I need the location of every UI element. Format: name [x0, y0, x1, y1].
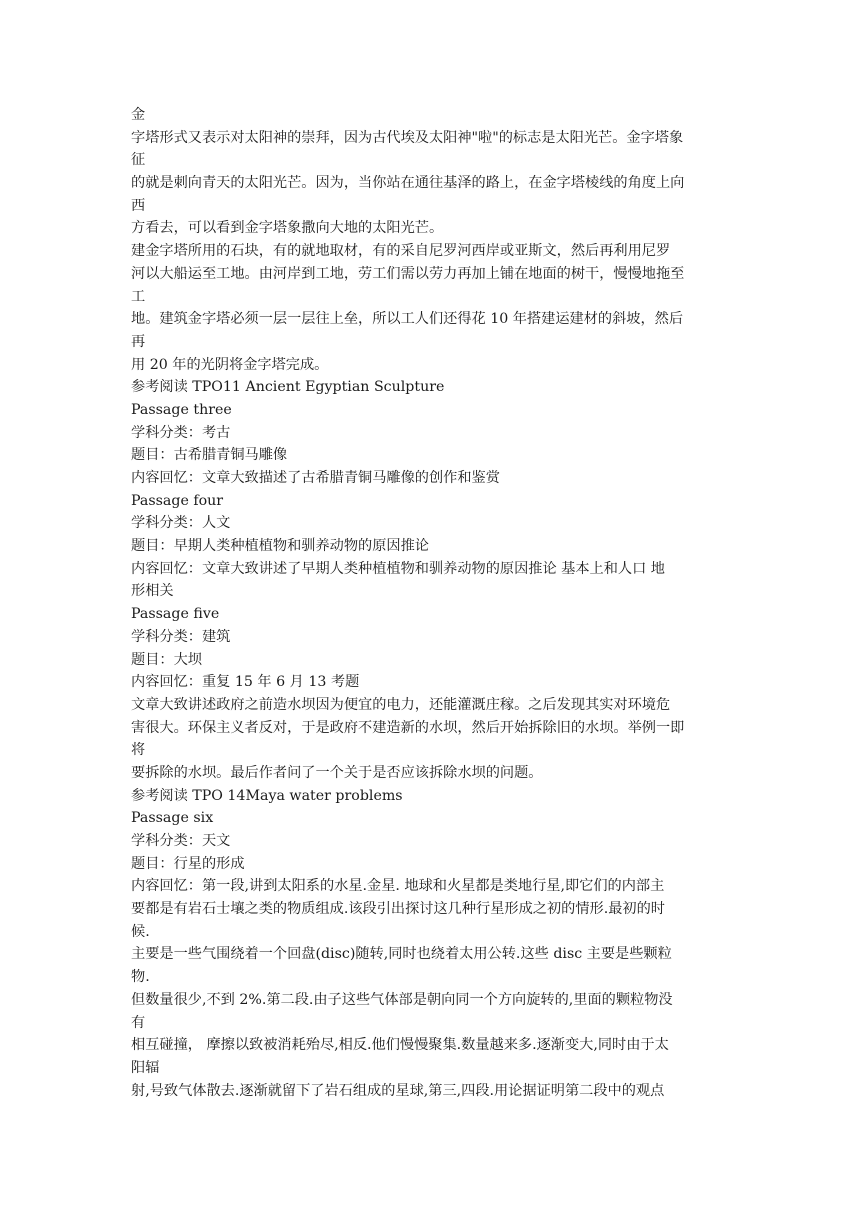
text-line: 工: [131, 288, 146, 305]
text-line: 用 20 年的光阴将金字塔完成。: [131, 356, 329, 373]
text-line: 地。建筑金字塔必须一层一层往上垒，所以工人们还得花 10 年搭建运建材的斜坡，然后: [131, 311, 684, 328]
topic-line: 题目：古希腊青铜马雕像: [131, 447, 288, 464]
passage-heading: Passage five: [131, 606, 220, 623]
text-line: 有: [131, 1014, 146, 1031]
subject-line: 学科分类：建筑: [131, 628, 231, 645]
text-line: 文章大致讲述政府之前造水坝因为便宜的电力，还能灌溉庄稼。之后发现其实对环境危: [131, 696, 671, 713]
reference-line: 参考阅读 TPO 14Maya water problems: [131, 787, 403, 804]
topic-line: 题目：大坝: [131, 651, 202, 668]
subject-line: 学科分类：考古: [131, 424, 231, 441]
text-line: 射,号致气体散去.逐渐就留下了岩石组成的星球,第三,四段.用论据证明第二段中的观点: [131, 1082, 665, 1099]
text-line: 字塔形式又表示对太阳神的崇拜，因为古代埃及太阳神"啦"的标志是太阳光芒。金字塔象: [131, 129, 684, 146]
text-line: 金: [131, 107, 146, 123]
text-line: 西: [131, 197, 146, 214]
text-line: 阳辐: [131, 1059, 160, 1076]
text-line: 物.: [131, 969, 150, 986]
topic-line: 题目：行星的形成: [131, 855, 245, 872]
text-line: 河以大船运至工地。由河岸到工地，劳工们需以劳力再加上铺在地面的树干，慢慢地拖至: [131, 265, 685, 282]
text-line: 但数量很少,不到 2%.第二段.由子这些气体部是朝向同一个方向旋转的,里面的颗粒物没: [131, 991, 673, 1008]
recall-line: 内容回忆：文章大致描述了古希腊青铜马雕像的创作和鉴赏: [131, 470, 500, 486]
text-line: 主要是一些气围绕着一个回盘(disc)随转,同时也绕着太用公转.这些 disc 主要是些颗粒: [131, 946, 672, 963]
text-line: 相互碰撞， 摩擦以致被消耗殆尽,相反.他们慢慢聚集.数量越来多.逐渐变大,同时由于太: [131, 1037, 669, 1054]
recall-line: 内容回忆：第一段,讲到太阳系的水星.金星. 地球和火星都是类地行星,即它们的内部主: [131, 878, 665, 895]
text-line: 害很大。环保主义者反对，于是政府不建造新的水坝，然后开始拆除旧的水坝。举例一即: [131, 719, 685, 736]
document-page: [131, 104, 741, 1102]
text-line: 建金字塔所用的石块，有的就地取材，有的采自尼罗河西岸或亚斯文，然后再利用尼罗: [131, 243, 671, 260]
passage-heading: Passage three: [131, 401, 232, 418]
recall-line: 内容回忆：文章大致讲述了早期人类种植植物和驯养动物的原因推论 基本上和人口 地: [131, 560, 665, 577]
reference-line: 参考阅读 TPO11 Ancient Egyptian Sculpture: [131, 379, 445, 396]
text-line: 方看去，可以看到金字塔象撒向大地的太阳光芒。: [131, 220, 444, 237]
recall-line: 内容回忆：重复 15 年 6 月 13 考题: [131, 674, 360, 691]
subject-line: 学科分类：人文: [131, 515, 231, 532]
text-line: 的就是刺向青天的太阳光芒。因为，当你站在通往基泽的路上，在金字塔棱线的角度上向: [131, 175, 685, 192]
text-line: 要拆除的水坝。最后作者问了一个关于是否应该拆除水坝的问题。: [131, 764, 543, 781]
passage-heading: Passage six: [131, 810, 214, 827]
text-line: 将: [131, 742, 146, 759]
text-line: 征: [131, 152, 146, 169]
text-line: 再: [131, 333, 146, 350]
text-line: 要都是有岩石士壤之类的物质组成.该段引出探讨这几种行星形成之初的情形.最初的时: [131, 901, 665, 918]
topic-line: 题目：早期人类种植植物和驯养动物的原因推论: [131, 538, 429, 555]
passage-heading: Passage four: [131, 492, 224, 509]
text-line: 候.: [131, 923, 150, 940]
subject-line: 学科分类：天文: [131, 833, 231, 849]
text-line: 形相关: [131, 583, 174, 600]
